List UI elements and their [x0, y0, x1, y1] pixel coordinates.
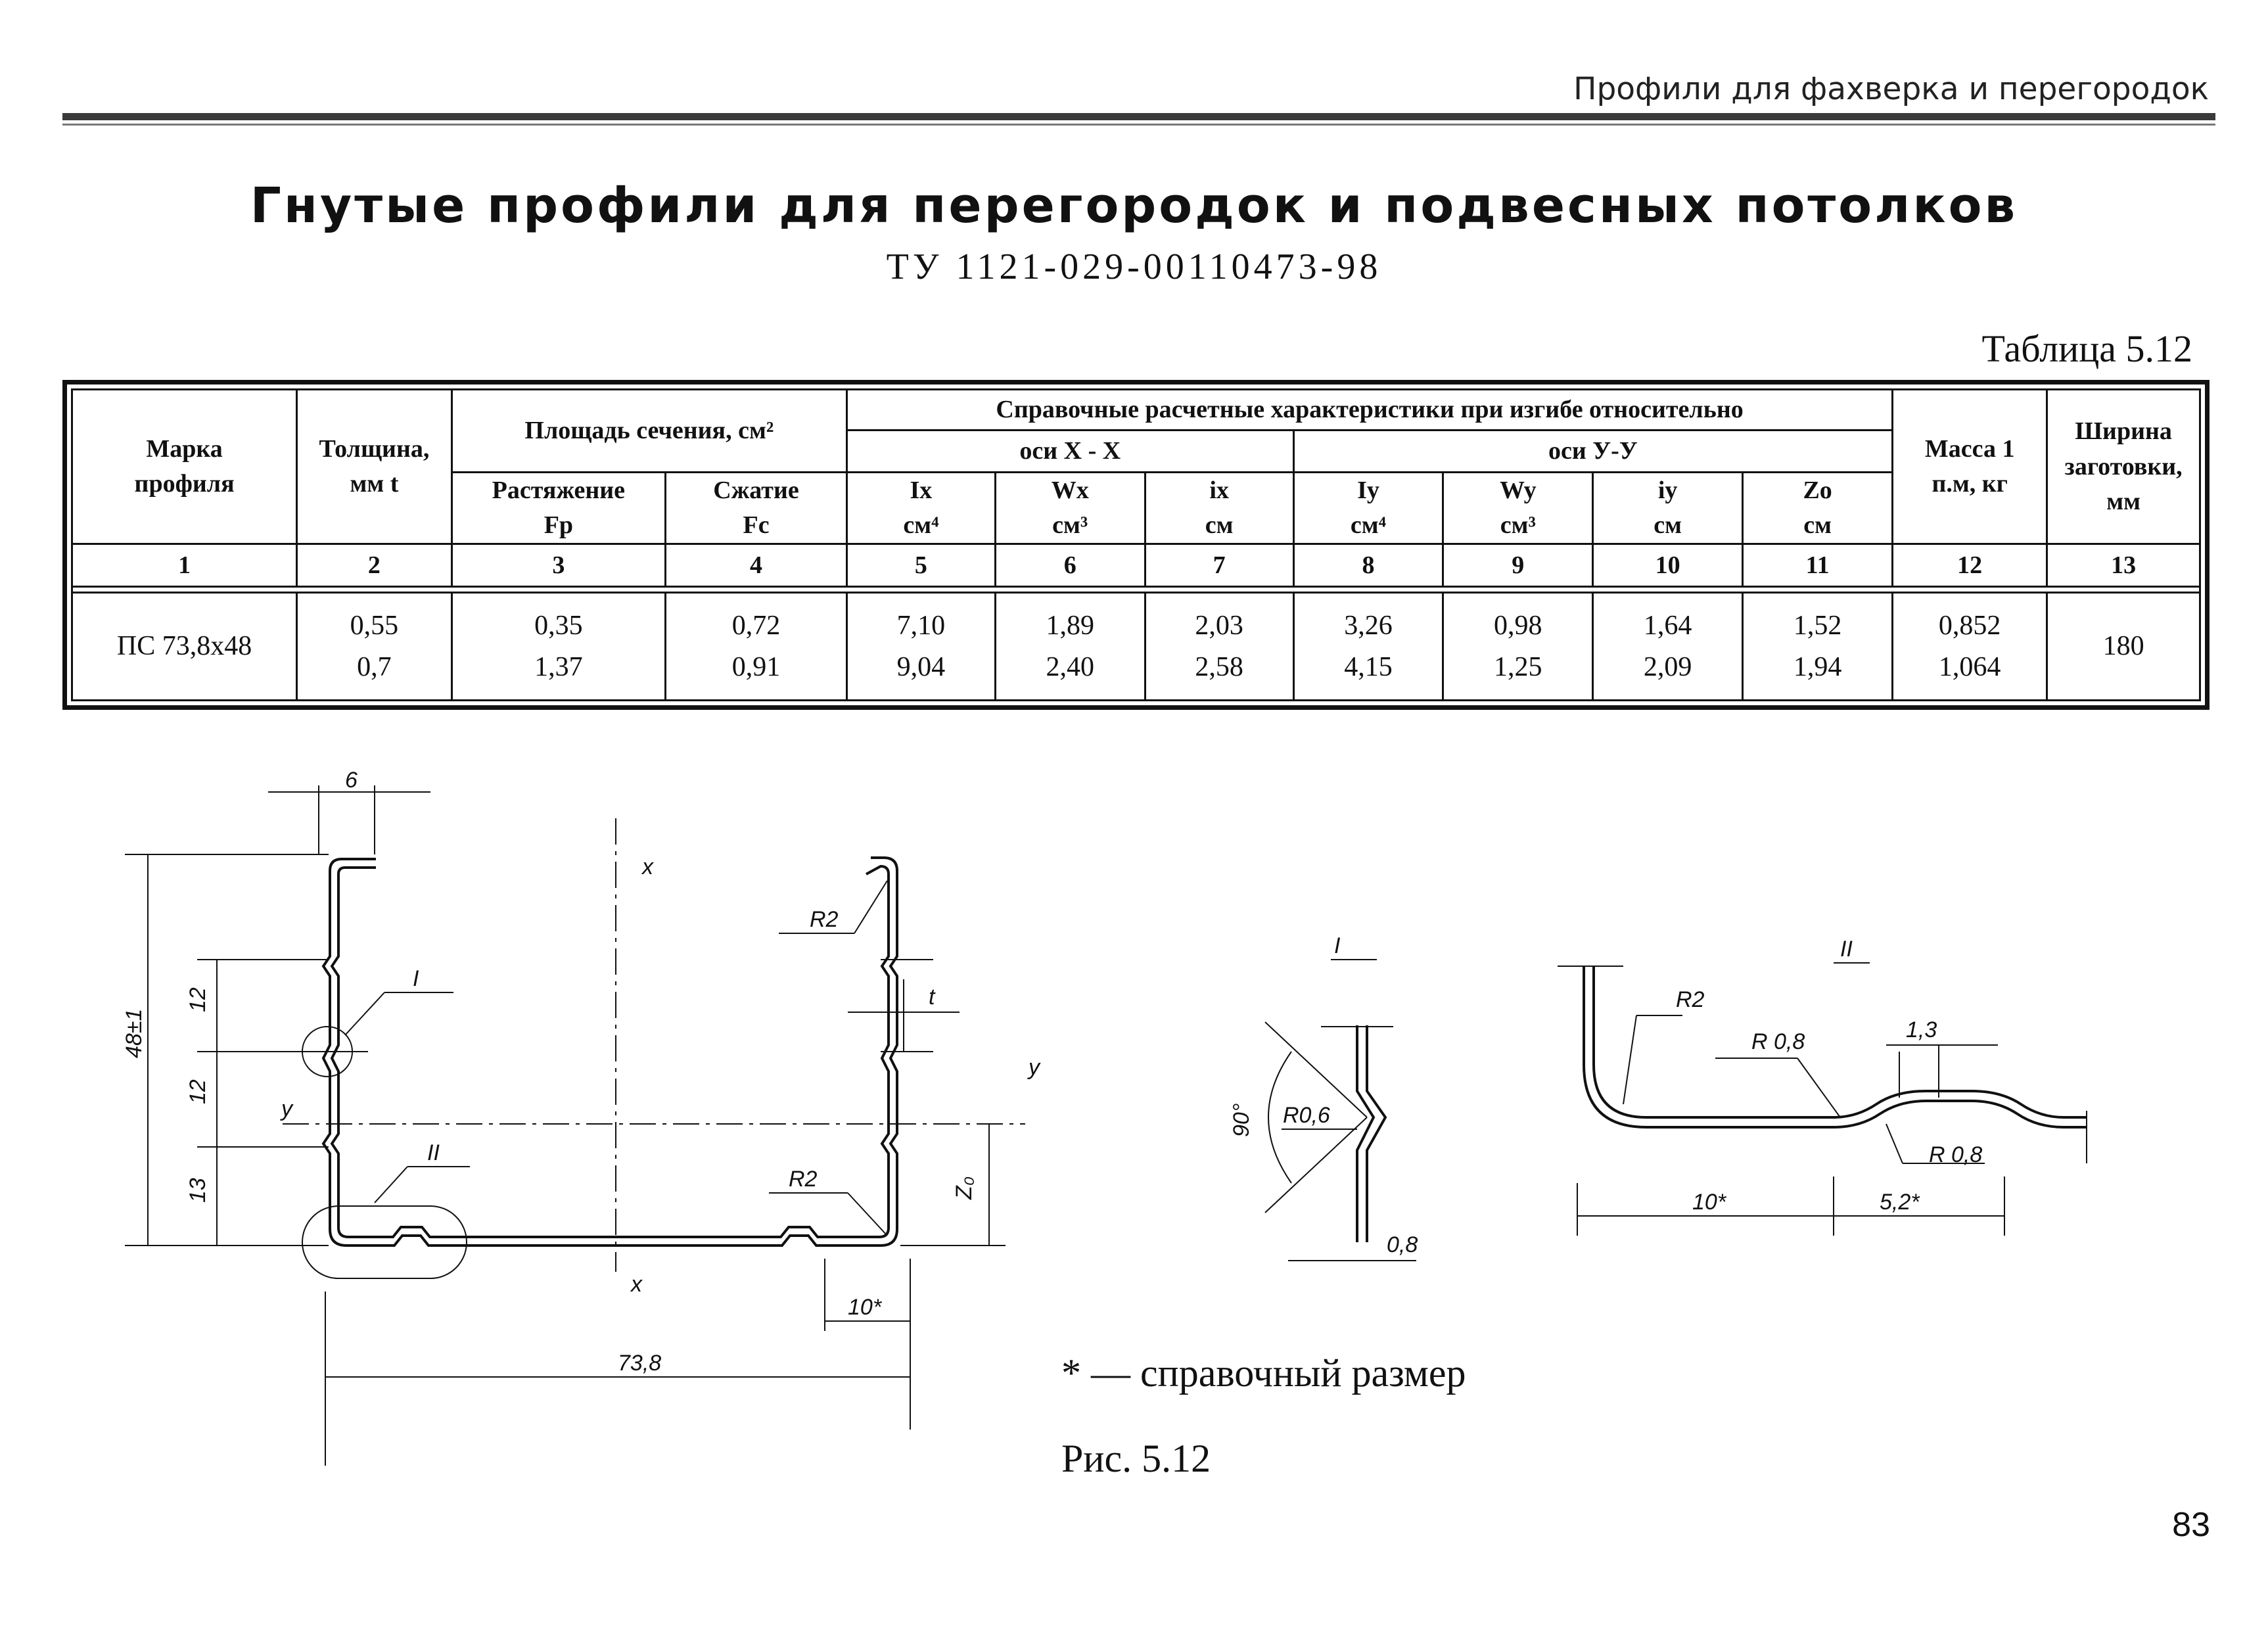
- cell-value: 0,72: [731, 610, 781, 641]
- detail-I-radius-label: R0,6: [1283, 1103, 1330, 1128]
- header-tension: Растяжение Fp: [451, 473, 665, 544]
- col-number: 6: [995, 544, 1145, 587]
- detail-II-52-label: 5,2*: [1880, 1190, 1920, 1215]
- detail-II-1-3-label: 1,3: [1906, 1017, 1937, 1042]
- cell-value: 3,26: [1344, 610, 1393, 641]
- dim-10-label: 10*: [848, 1295, 882, 1320]
- header-mark: Марка профиля: [72, 390, 297, 544]
- cell-mark: ПС 73,8х48: [72, 593, 297, 701]
- detail-I-angle-label: 90°: [1229, 1103, 1254, 1137]
- axis-y-right-label: y: [1029, 1055, 1040, 1080]
- header-Wy: Wy см³: [1443, 473, 1593, 544]
- cell-value: 0,98: [1494, 610, 1542, 641]
- cell-value: 2,09: [1643, 651, 1692, 682]
- col-number: 7: [1145, 544, 1293, 587]
- cell-value: 1,37: [534, 651, 583, 682]
- cell-value: 1,64: [1643, 610, 1692, 641]
- R2-top-label: R2: [810, 907, 839, 932]
- detail-I-profile-b: [1367, 1025, 1385, 1242]
- page-number: 83: [2172, 1506, 2210, 1544]
- cell-value: 2,58: [1195, 651, 1243, 682]
- cell-value: 4,15: [1344, 651, 1393, 682]
- col-number: 12: [1893, 544, 2047, 587]
- header-mass: Масса 1 п.м, кг: [1893, 390, 2047, 544]
- detail-II-profile-b: [1594, 966, 2087, 1117]
- header-axis-y: оси У-У: [1293, 431, 1893, 473]
- dim-73-label: 73,8: [618, 1351, 662, 1376]
- header-Zo: Zo см: [1743, 473, 1893, 544]
- detail-I-label: I: [413, 966, 419, 991]
- detail-II-R08b-label: R 0,8: [1929, 1142, 1983, 1167]
- dim-6-label: 6: [345, 768, 358, 793]
- detail-II-label: II: [427, 1140, 440, 1165]
- detail-I-profile-a: [1357, 1025, 1374, 1242]
- page-title: Гнутые профили для перегородок и подвесных потолков: [250, 177, 2018, 234]
- cell-value: 0,91: [731, 651, 781, 682]
- col-number: 4: [666, 544, 847, 587]
- header-axis-x: оси Х - Х: [847, 431, 1294, 473]
- cell-value: 0,7: [357, 651, 392, 682]
- reference-note: * — справочный размер: [1061, 1351, 1466, 1395]
- detail-I-thickness-label: 0,8: [1387, 1232, 1418, 1257]
- R2-bottom-label: R2: [789, 1167, 818, 1192]
- header-Ix: Ix см⁴: [847, 473, 996, 544]
- detail-I-title: I: [1334, 933, 1341, 958]
- header-thickness: Толщина, мм t: [297, 390, 451, 544]
- thickness-t-label: t: [929, 985, 935, 1010]
- dim-12b-label: 12: [185, 1079, 210, 1104]
- detail-II-profile-a: [1584, 966, 2087, 1127]
- cell-value: 7,10: [896, 610, 946, 641]
- cell-value: 1,25: [1494, 651, 1542, 682]
- col-number: 9: [1443, 544, 1593, 587]
- col-number: 5: [847, 544, 996, 587]
- table-label: Таблица 5.12: [1981, 327, 2192, 370]
- page-subtitle: ТУ 1121-029-00110473-98: [886, 246, 1382, 287]
- col-number: 2: [297, 544, 451, 587]
- cell-value: 1,52: [1793, 610, 1842, 641]
- col-number: 10: [1593, 544, 1743, 587]
- cell-value: 2,03: [1195, 610, 1243, 641]
- dim-12a-label: 12: [185, 987, 210, 1012]
- col-number: 8: [1293, 544, 1443, 587]
- cell-value: 180: [2102, 631, 2144, 662]
- axis-y-left-label: y: [281, 1096, 292, 1121]
- detail-II-title: II: [1840, 937, 1853, 962]
- section-header: Профили для фахверка и перегородок: [1573, 71, 2209, 107]
- dim-13-label: 13: [185, 1178, 210, 1203]
- axis-x-bottom-label: x: [631, 1272, 642, 1297]
- cell-value: 1,89: [1046, 610, 1094, 641]
- cell-value: 9,04: [896, 651, 946, 682]
- header-Iy: Iy см⁴: [1293, 473, 1443, 544]
- axis-x-top-label: x: [642, 854, 653, 879]
- header-iy: iy см: [1593, 473, 1743, 544]
- header-reference: Справочные расчетные характеристики при изгибе относительно: [847, 390, 1893, 431]
- cell-value: 1,064: [1938, 651, 2001, 682]
- col-number: 11: [1743, 544, 1893, 587]
- dim-48-label: 48±1: [122, 1008, 147, 1058]
- detail-II-R2-label: R2: [1676, 987, 1705, 1012]
- header-width: Ширина заготовки, мм: [2047, 390, 2200, 544]
- Z0-label: Z₀: [952, 1176, 977, 1199]
- cell-value: 0,852: [1938, 610, 2001, 641]
- detail-II-R08a-label: R 0,8: [1751, 1029, 1805, 1054]
- col-number: 1: [72, 544, 297, 587]
- col-number: 3: [451, 544, 665, 587]
- cell-value: 0,35: [534, 610, 583, 641]
- header-compression: Сжатие Fc: [666, 473, 847, 544]
- header-ix: ix см: [1145, 473, 1293, 544]
- header-Wx: Wx см³: [995, 473, 1145, 544]
- cell-value: 0,55: [350, 610, 399, 641]
- col-number: 13: [2047, 544, 2200, 587]
- header-area: Площадь сечения, см²: [451, 390, 846, 473]
- detail-II-marker: [302, 1206, 467, 1278]
- cell-value: 2,40: [1046, 651, 1094, 682]
- figure-caption: Рис. 5.12: [1061, 1437, 1211, 1480]
- detail-II-10-label: 10*: [1692, 1190, 1726, 1215]
- cell-value: 1,94: [1793, 651, 1842, 682]
